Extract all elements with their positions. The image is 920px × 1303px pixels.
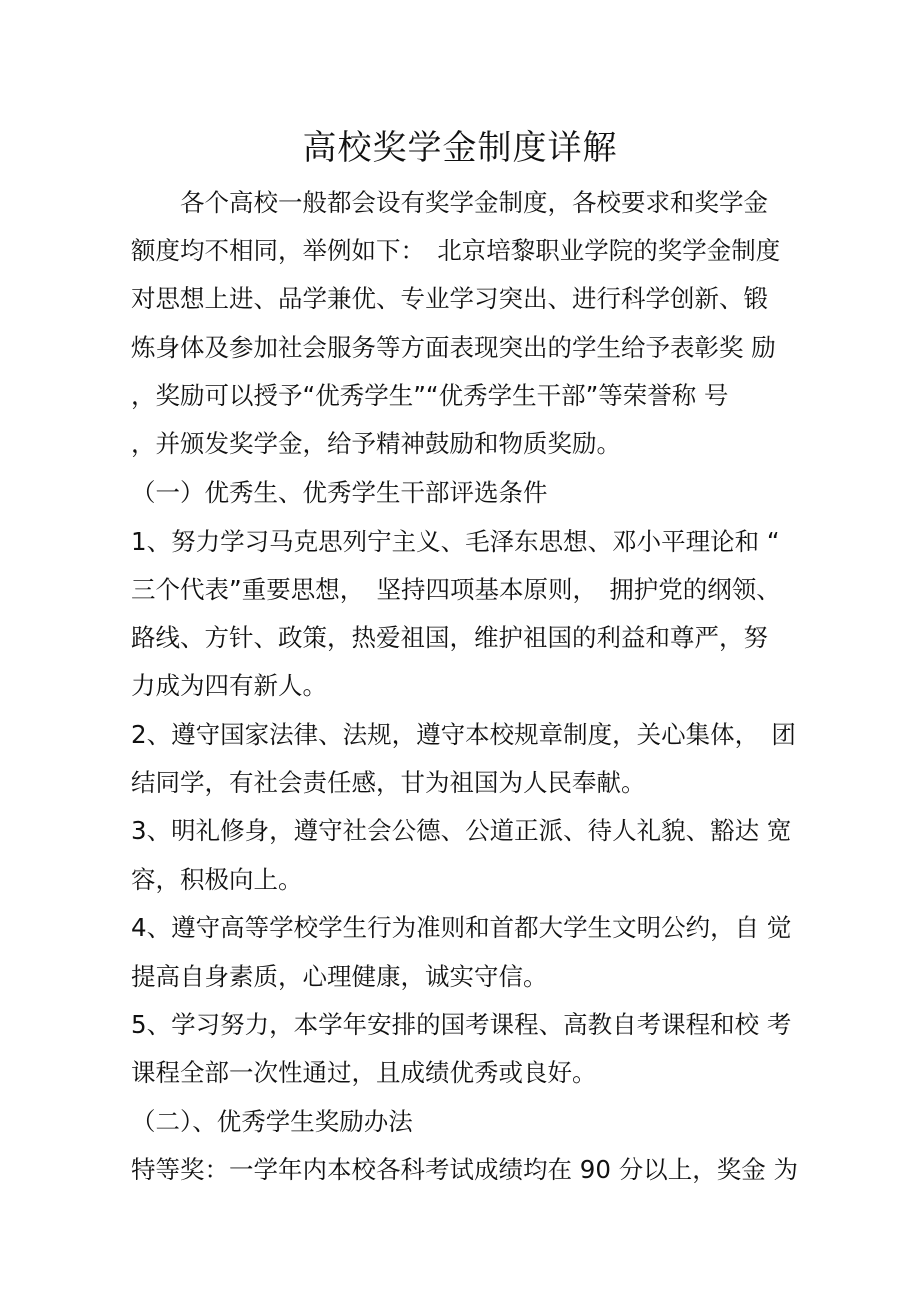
section-heading: （一）优秀生、优秀学生干部评选条件	[131, 478, 548, 507]
list-item-line: 5、学习努力，本学年安排的国考课程、高教自考课程和校 考	[131, 1010, 792, 1039]
section-heading: （二）、优秀学生奖励办法	[131, 1107, 413, 1136]
list-item-line: 1、努力学习马克思列宁主义、毛泽东思想、邓小平理论和 “	[131, 527, 780, 556]
list-item-line: 路线、方针、政策，热爱祖国，维护祖国的利益和尊严，努	[131, 623, 768, 652]
list-item-line: 课程全部一次性通过，且成绩优秀或良好。	[131, 1058, 597, 1087]
paragraph-line: ，奖励可以授予“优秀学生”“优秀学生干部”等荣誉称 号	[131, 381, 729, 410]
list-item-line: 容，积极向上。	[131, 865, 303, 894]
list-item-line: 4、遵守高等学校学生行为准则和首都大学生文明公约，自 觉	[131, 913, 792, 942]
list-item-line: 3、明礼修身，遵守社会公德、公道正派、待人礼貌、豁达 宽	[131, 816, 792, 845]
document-title: 高校奖学金制度详解	[302, 128, 618, 168]
paragraph-line: 各个高校一般都会设有奖学金制度，各校要求和奖学金	[131, 188, 768, 217]
paragraph-line: 炼身体及参加社会服务等方面表现突出的学生给予表彰奖 励	[131, 333, 776, 362]
list-item-line: 三个代表”重要思想， 坚持四项基本原则， 拥护党的纲领、	[131, 575, 781, 604]
list-item-line: 力成为四有新人。	[131, 671, 327, 700]
list-item-line: 结同学，有社会责任感，甘为祖国为人民奉献。	[131, 768, 646, 797]
paragraph-line: 特等奖：一学年内本校各科考试成绩均在 90 分以上，奖金 为	[131, 1155, 799, 1184]
paragraph-line: ，并颁发奖学金，给予精神鼓励和物质奖励。	[131, 429, 621, 458]
paragraph-line: 对思想上进、品学兼优、专业学习突出、进行科学创新、锻	[131, 284, 768, 313]
paragraph-line: 额度均不相同，举例如下： 北京培黎职业学院的奖学金制度	[131, 236, 781, 265]
list-item-line: 2、遵守国家法律、法规，遵守本校规章制度，关心集体， 团	[131, 720, 796, 749]
list-item-line: 提高自身素质，心理健康，诚实守信。	[131, 962, 548, 991]
